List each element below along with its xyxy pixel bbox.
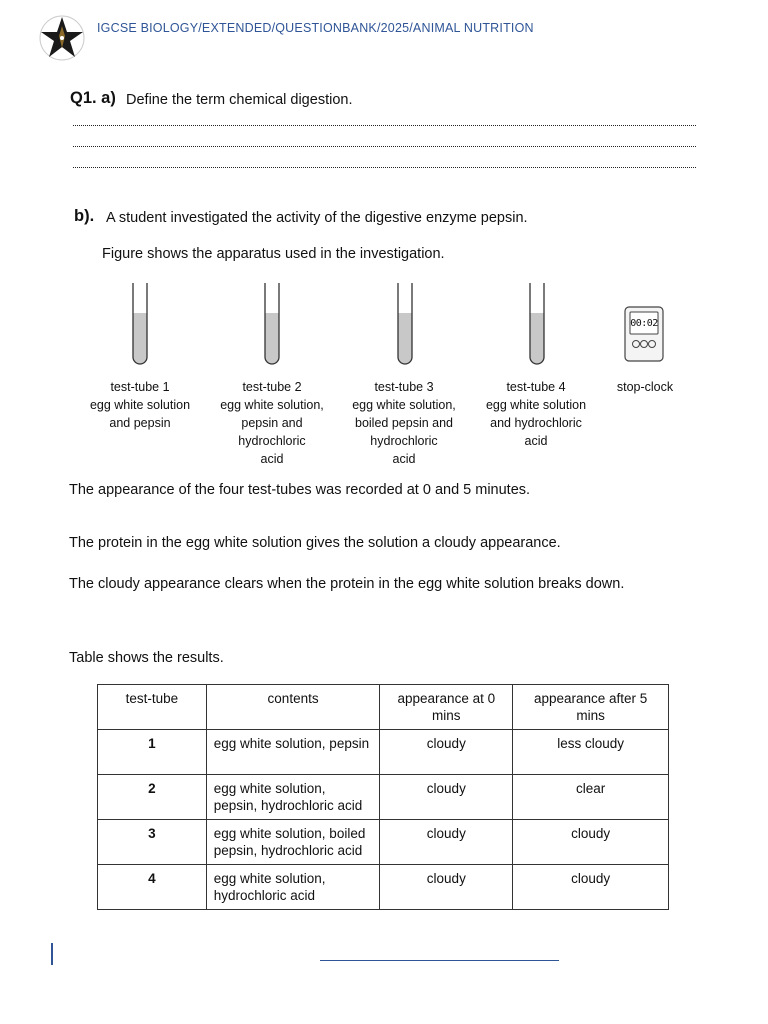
test-tube-1-icon [128, 283, 152, 376]
tube-label-line: and pepsin [109, 416, 171, 430]
cell-appearance-0: cloudy [380, 775, 513, 820]
cell-appearance-0: cloudy [380, 865, 513, 910]
cell-appearance-5: cloudy [513, 820, 669, 865]
paragraph-clears: The cloudy appearance clears when the protein in the egg white solution breaks down. [69, 576, 625, 592]
stopclock-icon [624, 306, 664, 367]
cell-appearance-5: clear [513, 775, 669, 820]
paragraph-table-intro: Table shows the results. [69, 650, 224, 666]
tube-label-line: pepsin and [241, 416, 303, 430]
tube-label-line: egg white solution [89, 398, 191, 412]
answer-line[interactable] [73, 125, 696, 126]
star-pen-logo-icon [36, 14, 88, 62]
tube-3-label [329, 378, 479, 468]
answer-line[interactable] [73, 146, 696, 147]
tube-label-line: egg white solution, [220, 398, 324, 412]
stopclock-label: stop-clock [616, 380, 674, 394]
answer-line[interactable] [73, 167, 696, 168]
cell-appearance-0: cloudy [380, 730, 513, 775]
tube-label-line: acid [260, 452, 284, 466]
column-header-appearance-0: appearance at 0 mins [380, 685, 513, 730]
tube-label-line: test-tube 3 [374, 380, 434, 394]
cell-tube: 3 [98, 820, 207, 865]
results-table [97, 684, 669, 910]
cell-contents: egg white solution, hydrochloric acid [206, 865, 380, 910]
text-cursor [51, 943, 53, 965]
tube-label-line: test-tube 2 [242, 380, 302, 394]
test-tube-4-icon [525, 283, 549, 376]
question-1a-number: Q1. a) [70, 89, 116, 107]
table-header-row [98, 685, 669, 730]
tube-label-line: egg white solution [485, 398, 587, 412]
test-tube-2-icon [260, 283, 284, 376]
tube-label-line: and hydrochloric [490, 416, 582, 430]
tube-label-line: egg white solution, [352, 398, 456, 412]
cell-tube: 2 [98, 775, 207, 820]
tube-label-line: acid [392, 452, 416, 466]
header-title: IGCSE BIOLOGY/EXTENDED/QUESTIONBANK/2025/ANIMAL NUTRITION [97, 21, 534, 35]
tube-label-line: hydrochloric [238, 434, 306, 448]
cell-contents: egg white solution, pepsin [206, 730, 380, 775]
column-header-test-tube: test-tube [98, 685, 207, 730]
tube-1-label [65, 378, 215, 432]
paragraph-recording: The appearance of the four test-tubes was recorded at 0 and 5 minutes. [69, 482, 531, 498]
paragraph-cloudy: The protein in the egg white solution gives the solution a cloudy appearance. [69, 535, 561, 551]
cell-contents: egg white solution, pepsin, hydrochloric acid [206, 775, 380, 820]
stopclock-display: 00:02 [630, 318, 658, 329]
tube-label-line: test-tube 4 [506, 380, 566, 394]
tube-label-line: boiled pepsin and [355, 416, 453, 430]
cell-appearance-5: less cloudy [513, 730, 669, 775]
cell-tube: 1 [98, 730, 207, 775]
table-row [98, 820, 669, 865]
footer-rule [320, 960, 559, 961]
table-row [98, 730, 669, 775]
tube-label-line: test-tube 1 [110, 380, 170, 394]
column-header-contents: contents [206, 685, 380, 730]
cell-contents: egg white solution, boiled pepsin, hydrochloric acid [206, 820, 380, 865]
cell-tube: 4 [98, 865, 207, 910]
cell-appearance-5: cloudy [513, 865, 669, 910]
question-1a-prompt: Define the term chemical digestion. [126, 92, 353, 108]
figure-caption: Figure shows the apparatus used in the investigation. [102, 246, 445, 262]
tube-label-line: acid [524, 434, 548, 448]
question-1b-prompt: A student investigated the activity of the digestive enzyme pepsin. [106, 210, 528, 226]
cell-appearance-0: cloudy [380, 820, 513, 865]
test-tube-3-icon [393, 283, 417, 376]
column-header-appearance-5: appearance after 5 mins [513, 685, 669, 730]
table-row [98, 865, 669, 910]
tube-2-label [197, 378, 347, 468]
tube-label-line: hydrochloric [370, 434, 438, 448]
question-1b-number: b). [74, 207, 95, 225]
table-row [98, 775, 669, 820]
